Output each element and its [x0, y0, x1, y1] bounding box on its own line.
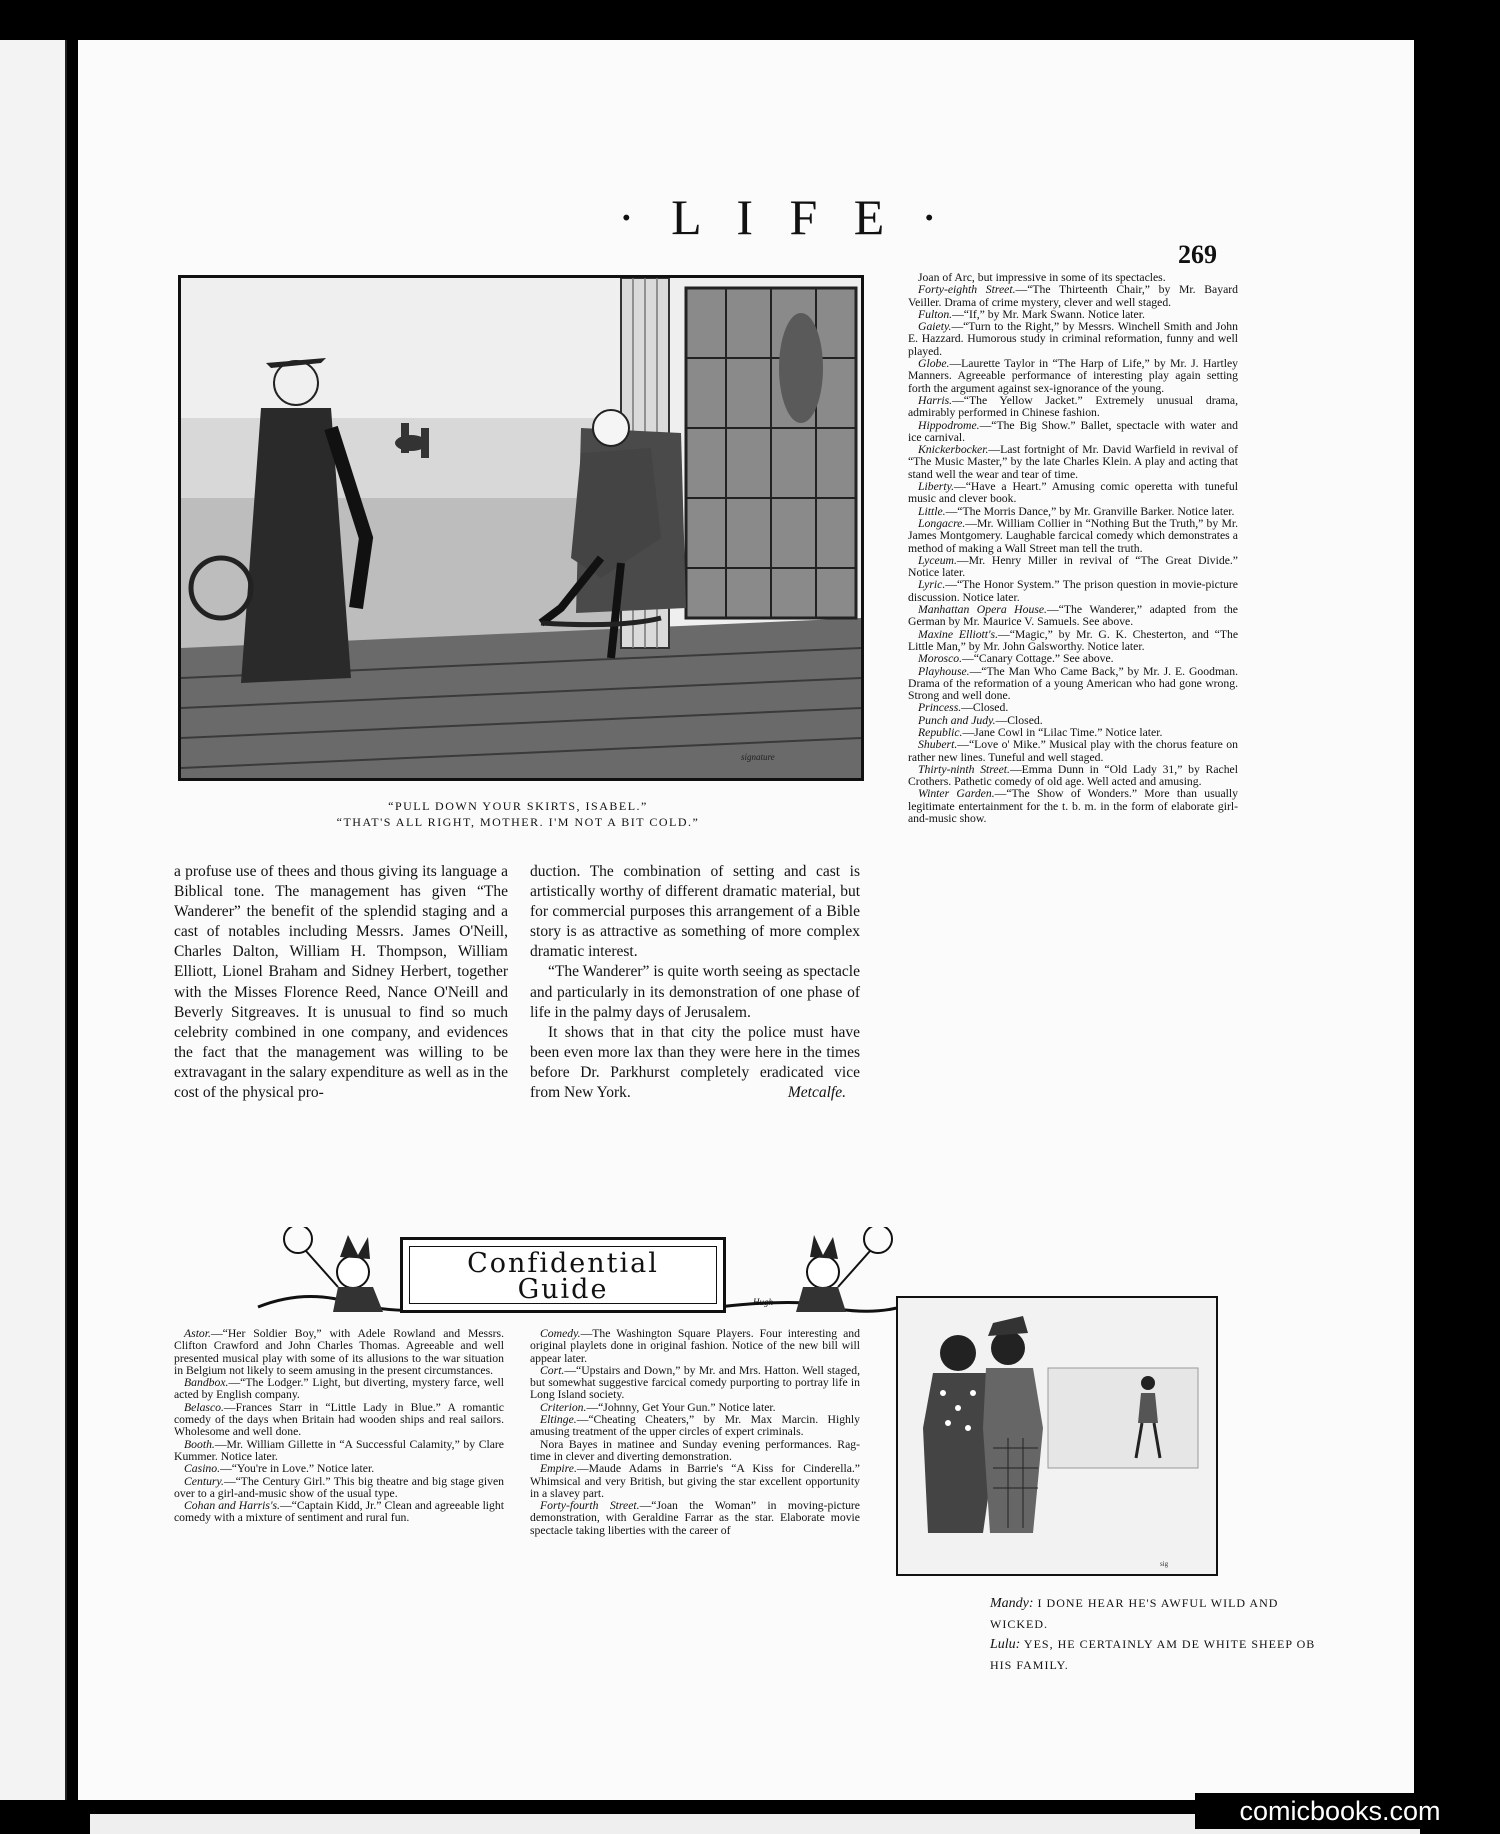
guide-venue: Eltinge. — [540, 1413, 577, 1427]
guide-text: —“The Morris Dance,” by Mr. Granville Barker. Notice later. — [945, 504, 1235, 518]
guide-venue: Shubert. — [918, 738, 958, 752]
guide-entry — [530, 1500, 860, 1537]
guide-entry — [530, 1365, 860, 1402]
guide-entry — [908, 739, 1238, 764]
guide-text: —“Joan the Woman” in moving-picture demonstration, with Geraldine Farrar as the star. Elaborate movie spectacle taking liberties with the career of — [530, 1499, 860, 1537]
guide-text: —“The Thirteenth Chair,” by Mr. Bayard Veiller. Drama of crime mystery, clever and well staged. — [908, 283, 1238, 309]
guide-venue: Century. — [184, 1474, 224, 1488]
guide-entry — [908, 666, 1238, 703]
guide-entry — [908, 604, 1238, 629]
guide-entry — [908, 764, 1238, 789]
guide-text: —The Washington Square Players. Four interesting and original playlets done in original fashion. Notice of the new bill will appear later. — [530, 1327, 860, 1365]
guide-entry — [174, 1500, 504, 1525]
article-paragraph-text: It shows that in that city the police must have been even more lax than they were here in the times before Dr. Parkhurst completely eradicated vice from New York. — [530, 1023, 860, 1102]
guide-entry — [174, 1476, 504, 1501]
site-watermark: comicbooks.com — [1195, 1793, 1485, 1829]
guide-venue: Belasco. — [184, 1400, 224, 1414]
guide-text: —“The Lodger.” Light, but diverting, mystery farce, well acted by English company. — [174, 1376, 504, 1402]
svg-text:sig: sig — [1160, 1560, 1169, 1568]
caption-line-1: “PULL DOWN YOUR SKIRTS, ISABEL.” — [388, 799, 648, 813]
guide-venue: Empire. — [540, 1462, 577, 1476]
cartoon-caption — [990, 1593, 1318, 1675]
guide-venue: Princess. — [918, 701, 962, 715]
guide-text: —“Johnny, Get Your Gun.” Notice later. — [586, 1400, 776, 1414]
guide-entry — [908, 444, 1238, 481]
guide-venue: Longacre. — [918, 516, 966, 530]
article-column-2 — [530, 862, 860, 1103]
guide-text: —Closed. — [995, 713, 1043, 727]
guide-entry — [908, 481, 1238, 506]
caption-line-2: “THAT'S ALL RIGHT, MOTHER. I'M NOT A BIT COLD.” — [336, 815, 700, 829]
guide-text: —“Upstairs and Down,” by Mr. and Mrs. Hatton. Well staged, but somewhat suggestive farcical comedy purporting to portray life in Long Island society. — [530, 1363, 860, 1402]
banner-frame — [400, 1237, 726, 1313]
guide-text: —Frances Starr in “Little Lady in Blue.” A romantic comedy of the days when Britain had wooden ships and real sailors. Wholesome and well done. — [174, 1400, 504, 1439]
guide-venue: Playhouse. — [918, 664, 970, 678]
guide-venue: Republic. — [918, 725, 963, 739]
guide-venue: Bandbox. — [184, 1376, 229, 1390]
guide-entry — [908, 629, 1238, 654]
guide-text: —Mr. William Gillette in “A Successful Calamity,” by Clare Kummer. Notice later. — [174, 1437, 504, 1463]
guide-text: —Closed. — [961, 701, 1009, 715]
dialogue-text: YES, HE CERTAINLY AM DE WHITE SHEEP OB HIS FAMILY. — [990, 1637, 1316, 1672]
guide-text: Nora Bayes in matinee and Sunday evening performances. Rag-time in clever and diverting demonstration. — [530, 1437, 860, 1463]
guide-venue: Criterion. — [540, 1400, 587, 1414]
author-signature: Metcalfe. — [787, 1084, 846, 1102]
guide-entry — [174, 1328, 504, 1377]
guide-entry — [908, 518, 1238, 555]
guide-entry — [908, 321, 1238, 358]
guide-venue: Forty-fourth Street. — [540, 1499, 640, 1513]
guide-column-left — [174, 1328, 504, 1525]
guide-entry — [908, 555, 1238, 580]
guide-venue: Lyric. — [918, 578, 946, 592]
guide-text: —“Have a Heart.” Amusing comic operetta with tuneful music and clever book. — [908, 480, 1238, 506]
guide-text: —“Her Soldier Boy,” with Adele Rowland and Messrs. Clifton Crawford and John Charles Thomas. Agreeable and well presented musical play with some of its allusions to the war situation in Belgium not likely to seem amusing in the present circumstances. — [174, 1327, 504, 1377]
guide-text: —“You're in Love.” Notice later. — [220, 1462, 375, 1476]
illustration-caption — [178, 798, 858, 830]
guide-venue: Forty-eighth Street. — [918, 283, 1016, 297]
cartoon-illustration — [896, 1296, 1218, 1576]
guide-venue: Thirty-ninth Street. — [918, 762, 1010, 776]
confidential-guide-banner — [248, 1227, 928, 1317]
guide-venue: Hippodrome. — [918, 418, 980, 432]
guide-text: —Jane Cowl in “Lilac Time.” Notice later. — [962, 725, 1163, 739]
guide-venue: Astor. — [184, 1327, 211, 1340]
porch-illustration — [178, 275, 864, 781]
guide-text: —“Canary Cottage.” See above. — [962, 652, 1114, 666]
article-paragraph: a profuse use of thees and thous giving its language a Biblical tone. The management has given “The Wanderer” the benefit of the splendid staging and a cast of notables including Messrs. James O'Neill, Charles Dalton, William H. Thompson, William Elliott, Lionel Braham and Sidney Herbert, together with the Misses Florence Reed, Nance O'Neill and Beverly Sitgreaves. It is unusual to find so much celebrity combined in one company, and evidences the fact that the management was willing to be extravagant in the salary expenditure as well as in the cost of the physical pro- — [174, 863, 508, 1102]
guide-text: —Last fortnight of Mr. David Warfield in revival of “The Music Master,” by the late Charles Klein. A play and acting that stand well the wear and tear of time. — [908, 443, 1238, 481]
speaker-name: Mandy: — [990, 1596, 1034, 1611]
guide-entry — [908, 420, 1238, 445]
guide-venue: Gaiety. — [918, 320, 952, 334]
guide-entry — [908, 395, 1238, 420]
guide-entry — [908, 284, 1238, 309]
guide-entry — [174, 1439, 504, 1464]
guide-text: —“Turn to the Right,” by Messrs. Winchell Smith and John E. Hazzard. Humorous study in criminal reformation, funny and well played. — [908, 320, 1238, 358]
guide-text: —“Love o' Mike.” Musical play with the chorus feature on rather new lines. Tuneful and well staged. — [908, 738, 1238, 764]
guide-venue: Manhattan Opera House. — [918, 603, 1047, 617]
guide-venue: Winter Garden. — [918, 787, 995, 801]
guide-venue: Harris. — [918, 393, 953, 407]
guide-venue: Cohan and Harris's. — [184, 1499, 280, 1513]
guide-entry — [174, 1402, 504, 1439]
guide-venue: Fulton. — [918, 307, 953, 321]
guide-venue: Lyceum. — [918, 553, 957, 567]
article-paragraph: duction. The combination of setting and cast is artistically worthy of different dramatic material, but for commercial purposes this arrangement of a Bible story is as attractive as something of more complex dramatic interest. — [530, 863, 860, 961]
guide-venue: Knickerbocker. — [918, 443, 989, 457]
guide-venue: Globe. — [918, 357, 950, 371]
guide-entry — [530, 1463, 860, 1500]
guide-venue: Booth. — [184, 1437, 215, 1451]
guide-text: —Emma Dunn in “Old Lady 31,” by Rachel Crothers. Pathetic comedy of old age. Well acted and amusing. — [908, 762, 1238, 789]
guide-text: —“Cheating Cheaters,” by Mr. Max Marcin. Highly amusing treatment of the upper circles of expert criminals. — [530, 1413, 860, 1439]
magazine-page — [78, 40, 1414, 1800]
adjacent-page-edge — [0, 40, 67, 1800]
article-paragraph — [530, 1023, 860, 1103]
guide-venue: Morosco. — [918, 652, 963, 666]
guide-entry — [530, 1439, 860, 1464]
guide-column-right — [908, 272, 1238, 825]
guide-text: —“The Yellow Jacket.” Extremely unusual drama, admirably performed in Chinese fashion. — [908, 393, 1238, 420]
guide-text: —“Captain Kidd, Jr.” Clean and agreeable light comedy with a mixture of sentiment and rural fun. — [174, 1499, 504, 1525]
guide-venue: Cort. — [540, 1363, 565, 1377]
guide-venue: Maxine Elliott's. — [918, 627, 999, 641]
dialogue-text: I DONE HEAR HE'S AWFUL WILD AND WICKED. — [990, 1596, 1279, 1631]
guide-text: —“The Man Who Came Back,” by Mr. J. E. Goodman. Drama of the reformation of a young American who had gone wrong. Strong and well done. — [908, 664, 1238, 703]
guide-entry — [908, 788, 1238, 825]
banner-title-line-2: Guide — [517, 1274, 609, 1305]
guide-column-middle — [530, 1328, 860, 1537]
guide-entry — [530, 1414, 860, 1439]
guide-venue: Liberty. — [918, 480, 955, 494]
guide-venue: Casino. — [184, 1462, 221, 1476]
caption-line-2 — [990, 1634, 1318, 1675]
svg-text:signature: signature — [741, 752, 775, 762]
guide-venue: Comedy. — [540, 1327, 581, 1340]
banner-artist-credit: Hugh — [753, 1297, 773, 1307]
guide-entry — [530, 1328, 860, 1365]
guide-entry — [908, 579, 1238, 604]
guide-text: —“Magic,” by Mr. G. K. Chesterton, and “The Little Man,” by Mr. John Galsworthy. Notice later. — [908, 627, 1239, 653]
article-column-1 — [174, 862, 508, 1103]
guide-entry — [174, 1377, 504, 1402]
guide-entry — [908, 358, 1238, 395]
guide-text: —Mr. Henry Miller in revival of “The Great Divide.” Notice later. — [908, 553, 1238, 580]
caption-line-1 — [990, 1593, 1318, 1634]
guide-text: Joan of Arc, but impressive in some of its spectacles. — [918, 271, 1166, 284]
guide-text: —“The Century Girl.” This big theatre and big stage given over to a girl-and-music show of the usual type. — [174, 1474, 504, 1500]
guide-text: —“The Wanderer,” adapted from the German by Mr. Maurice V. Samuels. See above. — [908, 603, 1238, 629]
guide-text: —Mr. William Collier in “Nothing But the Truth,” by Mr. James Montgomery. Laughable farcical comedy which demonstrates a method of making a Wall Street man tell the truth. — [908, 516, 1238, 555]
speaker-name: Lulu: — [990, 1637, 1021, 1652]
guide-text: —“If,” by Mr. Mark Swann. Notice later. — [952, 307, 1145, 321]
guide-venue: Little. — [918, 504, 946, 518]
guide-text: —Maude Adams in Barrie's “A Kiss for Cinderella.” Whimsical and very British, but giving the star excellent opportunity in a slavey part. — [530, 1462, 860, 1500]
guide-text: —“The Big Show.” Ballet, spectacle with water and ice carnival. — [908, 418, 1238, 444]
guide-text: —“The Honor System.” The prison question in movie-picture discussion. Notice later. — [908, 578, 1238, 604]
article-paragraph: “The Wanderer” is quite worth seeing as spectacle and particularly in its demonstration of one phase of life in the palmy days of Jerusalem. — [530, 963, 860, 1021]
banner-title-line-1: Confidential — [467, 1248, 659, 1279]
magazine-title: · L I F E · — [618, 189, 950, 245]
guide-text: —Laurette Taylor in “The Harp of Life,” by Mr. J. Hartley Manners. Agreeable performance of interesting play again setting forth the argument against sex-ignorance of the young. — [908, 357, 1238, 395]
guide-text: —“The Show of Wonders.” More than usually legitimate entertainment for the t. b. m. in the form of elaborate girl-and-music show. — [908, 787, 1239, 826]
guide-venue: Punch and Judy. — [918, 713, 996, 727]
page-number: 269 — [1178, 240, 1217, 269]
